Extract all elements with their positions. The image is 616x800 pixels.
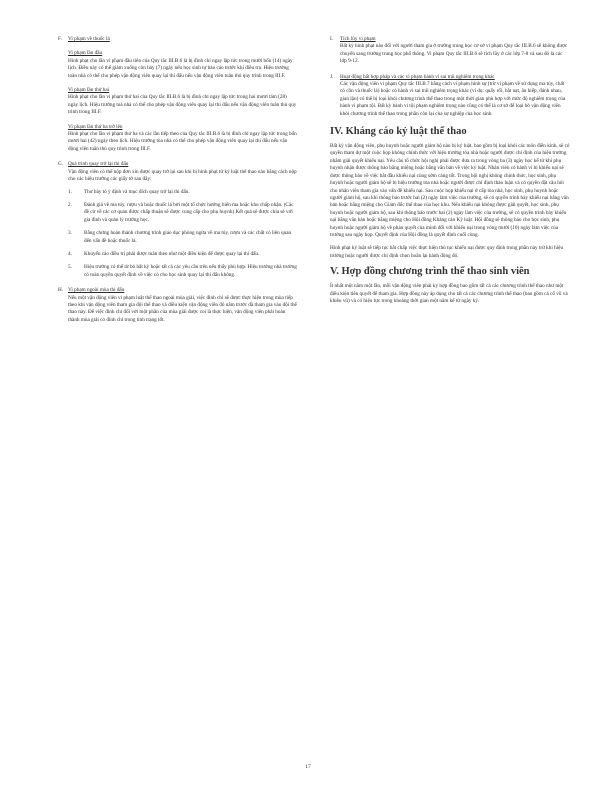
section-text: Bất kỳ hình phạt nào đối với người tham gia ở trường trung học cơ sở vi phạm Quy tắc III.B.6 sẽ không được chuyển sang trường trung học phổ thông. Vi phạm Quy tắc III.B.6 sẽ tích lũy ở các lớp 7-8 và sau đó là các lớp 9-12. [340, 43, 568, 65]
list-item [68, 264, 298, 279]
subsection-second-violation [68, 87, 298, 117]
paragraph: Hình phạt kỷ luật sẽ tiếp tục bắt chấp việc thực hiện thủ tục khiếu nại được quy định trong phần này trừ khi hiệu trưởng hoặc người được chỉ định chọn hoãn lại hành động đó. [330, 245, 564, 259]
subsection-text: Hình phạt cho lần vi phạm thứ hai của Quy tắc III.B.6 là bị đình chỉ ngay lập tức trong hai mươi tám (28) ngày lịch. Hiệu trưởng toà nhà có thể cho phép vận động viên quay lại thi đấu nếu vận động viên tuân thủ quy trình trong III.F. [68, 94, 297, 116]
list-number: 4. [68, 250, 72, 257]
section-intro: Vận động viên có thể nộp đơn xin được quay trở lại sau khi bị hình phạt từ kỷ luật thể thao nào bằng cách nộp cho các hiệu trưởng các giấy tờ sau đây: [68, 168, 297, 183]
section-iv-appeals [330, 126, 570, 260]
subsection-third-violation [68, 124, 298, 154]
paragraph: Bất kỳ vận động viên, phụ huynh hoặc người giám hộ nào bị kỷ luật, bao gồm bị loại khỏi các môn điền kinh, sẽ có quyền tham dự một cuộc họp không chính thức với hiệu trưởng tòa nhà hoặc người được chỉ định của hiệu trưởng nhằm giải quyết khiếu nại. Yêu cầu tổ chức hội nghị phải được đưa ra trong vòng ba (3) ngày học kể từ khi phụ huynh nhận được thông báo bằng miệng hoặc bằng văn bản về việc kỷ luật. Nhân viên có hành vi bị khiếu nại sẽ được thông báo về việc bắt đầu khiếu nại cùng sớm càng tốt. Trong hội nghị không chính thức, học sinh, phụ huynh hoặc người giám hộ sẽ bị hiệu trưởng tòa nhà hoặc người được chỉ định thảo luận và có quyền đặt câu hỏi cho nhân viên tham gia vào vấn đề khiếu nại. Sau cuộc họp khiếu nại ở cấp tòa nhà, học sinh, phụ huynh hoặc người giám hộ, sau khi thông báo trước hai (2) ngày làm việc của trường, sẽ có quyền trình bày khiếu nại bằng văn bản hoặc bằng miệng cho Giám đốc thể thao của học khu. Nếu khiếu nại không được giải quyết, học sinh, phụ huynh hoặc người giám hộ, sau khi thông báo trước hai (2) ngày làm việc của trường, sẽ có quyền trình bày khiếu nại bằng văn bản hoặc bằng miệng cho Hội đồng Kháng cáo Kỷ luật. Hội đồng sẽ thông báo cho học sinh, phụ huynh hoặc người giám hộ về phán quyết của mình đối với khiếu nại trong vòng mười (10) ngày làm việc của trường sau ngày họp. Quyết định của Hội đồng là quyết định cuối cùng. [330, 143, 570, 238]
list-text: Thư bày tỏ ý định và mục đích quay trở lại thi đấu. [84, 188, 190, 195]
section-v-contract [330, 266, 570, 305]
item-title: Quá trình quay trở lại thi đấu [68, 161, 129, 168]
right-column [330, 36, 570, 311]
section-heading: V. Hợp đồng chương trình thể thao sinh viên [330, 266, 530, 278]
subsection-first-violation [68, 50, 298, 80]
item-letter: J. [330, 73, 334, 80]
item-letter: I. [330, 36, 334, 42]
item-title: Vi phạm về thuốc lá [68, 36, 110, 42]
paragraph: Ít nhất một năm một lần, mỗi vận động viên phải ký hợp đồng bao gồm tất cả các chương trình thể thao như một điều kiện tiên quyết để tham gia. Hợp đồng này áp dụng cho tất cả các chương trình thể thao (bao gồm cả cổ vũ và khiêu vũ) và có hiệu lực trong khoảng thời gian một năm kể từ ngày ký. [330, 283, 568, 304]
list-number: 5. [68, 264, 72, 271]
subsection-title: Vi phạm lần thứ hai [68, 87, 110, 94]
list-text: Khuyến cáo điều trị phải được tuân theo như một điều kiện để được quay lại thi đấu. [84, 250, 260, 257]
subsection-title: Vi phạm lần đầu [68, 50, 103, 57]
subsection-title: Vi phạm lần thứ ba trở lên [68, 123, 123, 130]
list-item [68, 189, 298, 196]
item-title: Tích lũy vi phạm [340, 36, 376, 42]
list-item [68, 202, 298, 224]
subsection-text: Hình phạt cho lần vi phạm đầu tiên của Quy tắc III.B.6 là bị đình chỉ ngay lập tức trong mười bốn (14) ngày lịch. Điều này có thể giảm xuống còn bảy (7) ngày nếu học sinh tự báo cáo trước khi điều tra. Hiệu trưởng toàn nhà có thể cho phép vận động viên quay lại thi đấu nếu vận động viên tuân thủ quy trình trong III.F. [68, 57, 293, 79]
section-text: Nếu một vận động viên vi phạm luật thể thao ngoài mùa giải, việc đình chỉ sẽ được thực hiện trong mùa tiếp theo khi vận động viên tham gia đội thể thao và điều kiện vận động viên đó nằm trước đã tham gia vào đội thể thao này. Để việc đình chỉ đối với một phần của mùa giải được coi là thực hiện, vận động viên phải hoàn thành mùa giải có đình chỉ trong tình trạng tốt. [68, 294, 297, 323]
section-text: Các vận động viên vi phạm Quy tắc III.B.7 bằng cách vi phạm hình sự (trừ vi phạm về sử dụng ma túy, chất có cồn và thuốc lá) hoặc có hành vi sai trái nghiêm trọng khác (ví dụ: quấy rối, bắt nạt, ăn hiếp, đánh nhau, gian lận) có thể bị loại khỏi chương trình thể thao trong một thời gian phù hợp với mức độ nghiêm trọng của hành vi phạm tội. Bất kỳ hành vi tội phạm nghiêm trọng nào cũng có thể là cơ sở để loại bỏ vận động viên khỏi chương trình thể thao trong phần còn lại của sự nghiệp của học sinh. [340, 81, 566, 117]
list-item [68, 230, 298, 245]
left-column [58, 36, 298, 332]
requirements-list [68, 189, 298, 280]
subsection-text: Hình phạt cho lần vi phạm thứ ba và các lần tiếp theo của Quy tắc III.B.6 là bị đình chỉ ngay lập tức trong bốn mươi hai (42) ngày theo lịch. Hiệu trưởng tòa nhà có thể cho phép vận động viên quay lại thi đấu nếu vận động viên tuân thủ quy trình trong III.F. [68, 131, 297, 152]
section-i-accumulation [330, 36, 570, 66]
item-title: Vi phạm ngoài mùa thi đấu [68, 287, 125, 294]
section-g-return-process [58, 161, 298, 279]
list-item [68, 251, 298, 258]
list-text: Bằng chứng hoàn thành chương trình giáo dục phòng ngừa về ma túy, rượu và các chất có liên quan đến vấn đề hoặc thuốc lá. [84, 230, 292, 244]
list-number: 1. [68, 188, 72, 195]
list-text: Đánh giá về ma túy, rượu và hoặc thuốc lá bởi một tổ chức hướng biến ma hoặc khu chấp nhận. (Các đề cử về các cơ quan được chấp thuận sẽ được cung cấp cho phụ huynh) Kết quả sẽ được chia sẻ với gia đình và quản lý trường học. [84, 201, 294, 223]
item-letter: G. [58, 161, 64, 168]
section-j-illegal-activity [330, 74, 570, 118]
item-letter: H. [58, 287, 64, 294]
section-heading: IV. Kháng cáo kỷ luật thể thao [330, 126, 467, 138]
list-text: Hiệu trưởng có thể từ bỏ bất kỳ hoặc tất cả các yêu cầu trên nếu thấy phù hợp. Hiệu trưởng nhà trường có toàn quyền quyết định về việc có cho học sinh quay lại thi đấu không. [84, 264, 297, 278]
item-title: Hoạt động bất hợp pháp và các vi phạm hành vi sai trái nghiêm trọng khác [340, 73, 495, 80]
list-number: 2. [68, 201, 72, 208]
item-letter: F. [58, 36, 62, 42]
list-number: 3. [68, 230, 72, 237]
section-f-tobacco-violations [58, 36, 298, 153]
section-h-offseason-violations [58, 287, 298, 324]
page-number: 17 [305, 764, 311, 770]
